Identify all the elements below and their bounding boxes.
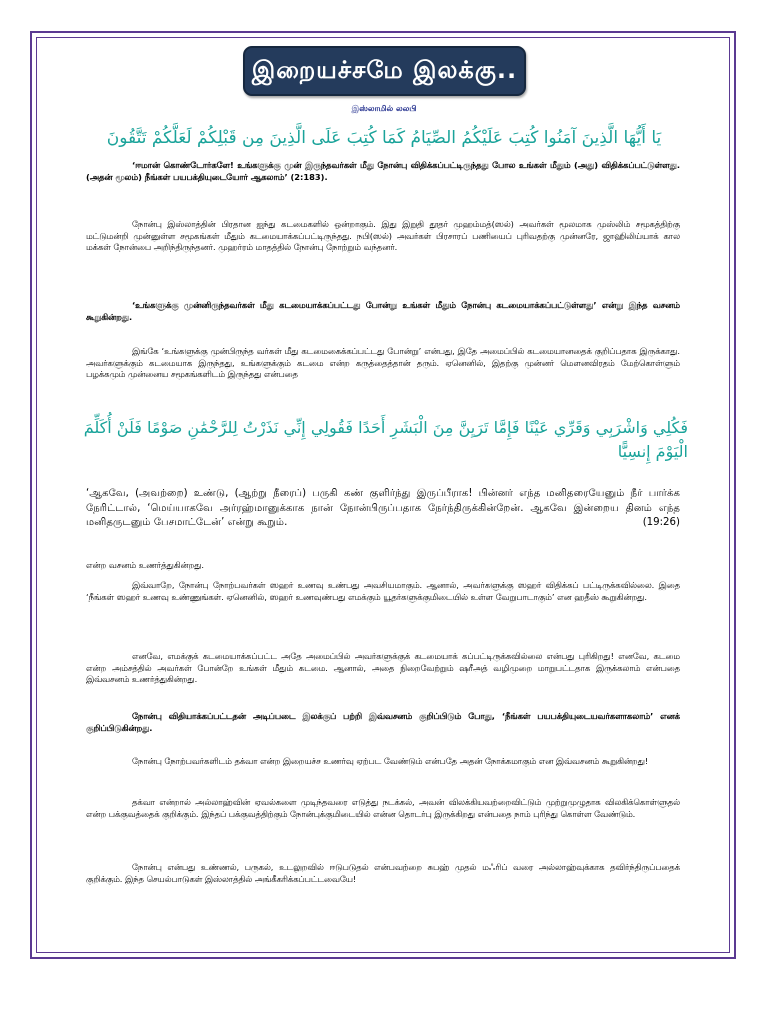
paragraph-7: நோன்பு விதியாக்கப்பட்டதன் அடிப்படை இலக்குப் பற்றி இவ்வசனம் குறிப்பிடும் போது, ‘நீங்கள் பயபக்தியுடையவர்களாகலாம்’ எனக் குறிப்பிடுகின்றது. (86, 711, 680, 733)
title-banner (243, 46, 526, 96)
verse-1-translation: ‘ஈமான் கொண்டோர்களே! உங்களுக்கு முன் இருந்தவர்கள் மீது நோன்பு விதிக்கப்பட்டிருந்தது போல உங்கள் மீதும் (அது) விதிக்கப்பட்டுள்ளது. (அதன் மூலம்) நீங்கள் பயபக்தியுடையோர் ஆகலாம்’ (2:183). (86, 160, 680, 182)
paragraph-4: என்ற வசனம் உணர்த்துகின்றது. (86, 560, 205, 570)
paragraph-1: நோன்பு இஸ்லாத்தின் பிரதான ஐந்து கடமைகளில் ஒன்றாகும். இது இறுதி தூதர் முஹம்மத்(ஸல்) அவர்கள் மூலமாக முஸ்லிம் சமூகத்திற்கு மட்டுமன்றி முன்னுள்ள சமூகங்கள் மீதும் கடமையாக்கப்பட்டிருந்தது. நபி(ஸல்) அவர்கள் பிரசாரப் பணியைப் புரிவதற்கு முன்னரே, ஜாஹிலிய்யாக் கால மக்கள் நோன்பை அறிந்திருந்தனர். முஹர்ரம் மாதத்தில் நோன்பு நோற்றும் வந்தனர். (86, 219, 680, 253)
paragraph-3: இங்கே ‘உங்களுக்கு முன்பிருந்த வர்கள் மீது கடமைகைக்கப்பட்டது போன்று’ என்பது, இதே அமைப்பில் கடமையானதைக் குறிப்பதாக இருக்காது. அவர்களுக்கும் கடமையாக இருந்தது, உங்களுக்கும் கடமை என்ற கருத்தைத்தான் தரும். ஏனெனில், இதற்கு முன்னர் மௌனவிரதம் மேற்கொள்ளும் பழக்கமும் முன்னைய சமூகங்களிடம் இருந்தது என்பதை (86, 346, 680, 380)
page-title: இறையச்சமே இலக்கு.. (251, 55, 518, 84)
paragraph-10: நோன்பு என்பது உண்ணல், பருகல், உடலுறவில் ஈடுபடுதல் என்பவற்றை சுபஹ் முதல் மஃரிப் வரை அல்லாஹ்வுக்காக தவிர்ந்திருப்பதைக் குறிக்கும். இந்த செயல்பாடுகள் இஸ்லாத்தில் அங்கீகரிக்கப்பட்டவையே! (86, 862, 680, 884)
paragraph-5: இவ்வாறே, நோன்பு நோற்பவர்கள் ஸஹர் உணவு உண்பது அவசியமாகும். ஆனால், அவர்களுக்கு ஸஹர் விதிக்கப் பட்டிருக்கவில்லை. இதை ‘நீங்கள் ஸஹர் உணவு உண்ணுங்கள். ஏனெனில், ஸஹர் உணவுண்பது எமக்கும் யூதர்களுக்குமிடையில் உள்ள வேறுபாடாகும்’ என ஹதீஸ் கூறுகின்றது. (86, 580, 680, 602)
quran-verse-19-26: فَكُلِي وَاشْرَبِي وَقَرِّي عَيْنًا فَإِمَّا تَرَيِنَّ مِنَ الْبَشَرِ أَحَدًا فَقُولِي إِنِّي نَذَرْتُ لِلرَّحْمَٰنِ صَوْمًا فَلَنْ أُكَلِّمَ الْيَوْمَ إِنسِيًّا (83, 418, 688, 461)
paragraph-8: நோன்பு நோற்பவர்களிடம் தக்வா என்ற இறையச்ச உணர்வு ஏற்பட வேண்டும் என்பதே அதன் நோக்கமாகும் என இவ்வசனம் கூறுகின்றது! (132, 756, 649, 766)
quran-verse-2-183: يَا أَيُّهَا الَّذِينَ آمَنُوا كُتِبَ عَلَيْكُمُ الصِّيَامُ كَمَا كُتِبَ عَلَى الَّذِينَ مِن قَبْلِكُمْ لَعَلَّكُمْ تَتَّقُونَ (106, 128, 662, 148)
paragraph-6: எனவே, எமக்குக் கடமையாக்கப்பட்ட அதே அமைப்பில் அவர்களுக்குக் கடமையாக் கப்பட்டிருக்கவில்லை என்பது புரிகிறது! எனவே, கடமை என்ற அம்சத்தில் அவர்கள் போன்றே உங்கள் மீதும் கடமை. ஆனால், அதை நிறைவேற்றும் ஷரீஅத் வழிமுறை மாறுபட்டதாக இருக்கலாம் என்பதை இவ்வசனம் உணர்த்துகின்றது. (86, 651, 680, 685)
verse-2-reference: (19:26) (642, 517, 680, 528)
verse-2-translation (86, 487, 680, 531)
author-line: இஸ்லாமில் லலபி (351, 104, 417, 113)
paragraph-9: தக்வா என்றால் அல்லாஹ்வின் ஏவல்களை முடிந்தவரை எடுத்து நடக்கல், அவன் விலக்கியவற்றைவிட்டும் முற்றுமுழுதாக விலகிக்கொள்ளுதல் என்ற பக்குவத்தைக் குறிக்கும். இந்தப் பக்குவத்திற்கும் நோன்புக்குமிடையில் என்ன தொடர்பு இருக்கிறது என்பதை நாம் புரிந்து கொள்ள வேண்டும். (86, 797, 680, 819)
verse-2-translation-text: ‘ஆகவே, (அவற்றை) உண்டு, (ஆற்று நீரைப்) பருகி கண் குளிர்ந்து இருப்பீராக! பின்னர் எந்த மனிதரையேனும் நீர் பார்க்க நேரிட்டால், ‘மெய்யாகவே அர்ரஹ்மானுக்காக நான் நோன்பிருப்பதாக நேர்ந்திருக்கின்றேன். ஆகவே இன்றைய தினம் எந்த மனிதருடனும் பேசமாட்டேன்’ என்று கூறும். (86, 488, 680, 528)
paragraph-2: ‘உங்களுக்கு முன்னிருந்தவர்கள் மீது கடமையாக்கப்பட்டது போன்று உங்கள் மீதும் நோன்பு கடமையாக்கப்பட்டுள்ளது’ என்று இந்த வசனம் கூறுகின்றது. (86, 300, 680, 322)
